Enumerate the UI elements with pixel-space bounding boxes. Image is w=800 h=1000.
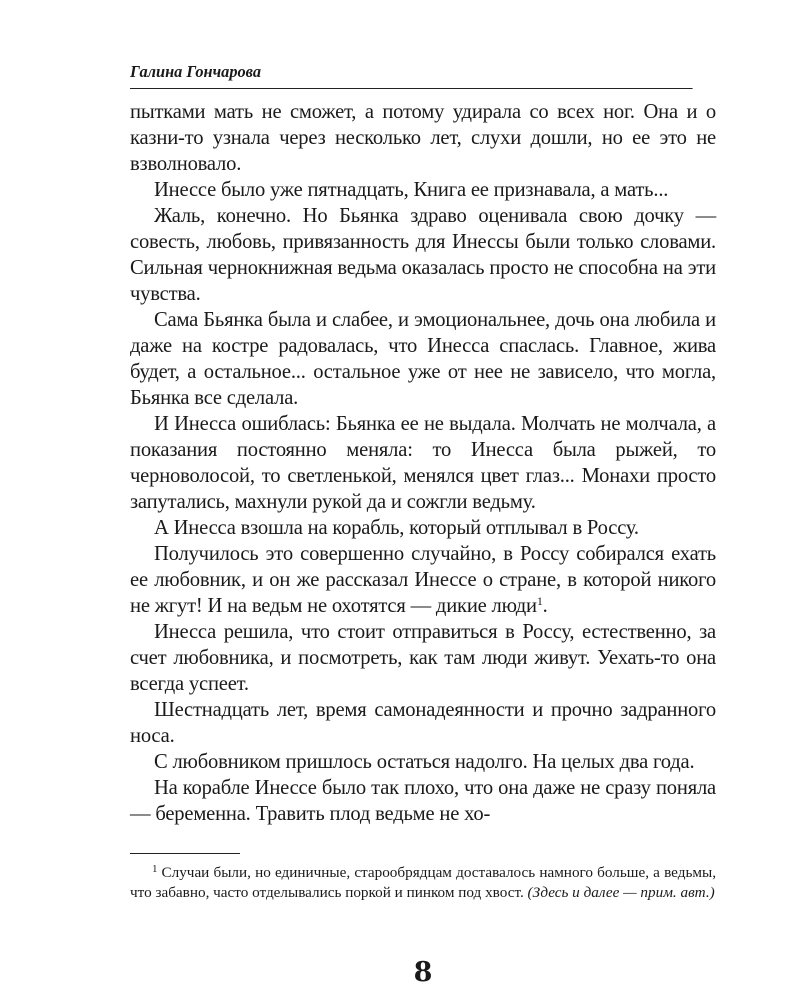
- body-text: [130, 99, 716, 827]
- marker-suffix: .: [542, 595, 548, 617]
- paragraph: На корабле Инессе было так плохо, что она даже не сразу поняла — беременна. Травить плод ведьме не хо-: [130, 777, 716, 825]
- footnote-marker[interactable]: 1: [536, 594, 543, 608]
- footnote-text: Случаи были, но единичные, старообрядцам доставалось намного больше, а ведьмы, что забавно, часто отделывались поркой и пинком под хвост.: [130, 864, 716, 901]
- paragraph: А Инесса взошла на корабль, который отплывал в Россу.: [154, 517, 639, 539]
- footnote-divider: [130, 853, 240, 854]
- paragraph: пытками мать не сможет, а потому удирала со всех ног. Она и о казни-то узнала через несколько лет, слухи дошли, но ее это не взволновало.: [130, 101, 716, 175]
- paragraph: Жаль, конечно. Но Бьянка здраво оценивала свою дочку — совесть, любовь, привязанность для Инессы были только словами. Сильная чернокнижная ведьма оказалась просто не способна на эти чувства.: [130, 205, 716, 305]
- paragraph-with-footnote: [130, 541, 716, 619]
- paragraph: Инессе было уже пятнадцать, Книга ее признавала, а мать...: [154, 179, 669, 201]
- paragraph-text: Получилось это совершенно случайно, в Россу собирался ехать ее любовник, и он же рассказал Инессе о стране, в которой никого не жгут! И на ведьм не охотятся — дикие люди: [130, 543, 716, 617]
- footnote-author-note: (Здесь и далее — прим. авт.): [527, 883, 715, 901]
- footnote: [130, 860, 716, 902]
- paragraph: И Инесса ошиблась: Бьянка ее не выдала. Молчать не молчала, а показания постоянно меняла: то Инесса была рыжей, то черноволосой, то светленькой, менялся цвет глаз... Монахи просто запутались, махнули рукой да и сожгли ведьму.: [130, 413, 716, 513]
- paragraph: Шестнадцать лет, время самонадеянности и прочно задранного носа.: [130, 699, 716, 747]
- running-head: Галина Гончарова: [130, 62, 693, 89]
- paragraph: Инесса решила, что стоит отправиться в Россу, естественно, за счет любовника, и посмотреть, как там люди живут. Уехать-то она всегда успеет.: [130, 621, 716, 695]
- page-number: 8: [413, 957, 433, 988]
- paragraph: Сама Бьянка была и слабее, и эмоциональнее, дочь она любила и даже на костре радовалась, что Инесса спаслась. Главное, жива будет, а остальное... остальное уже от нее не зависело, что могла, Бьянка все сделала.: [130, 309, 716, 409]
- paragraph: С любовником пришлось остаться надолго. На целых два года.: [154, 751, 695, 773]
- footnote-number: 1: [152, 863, 158, 875]
- book-page: [130, 62, 716, 988]
